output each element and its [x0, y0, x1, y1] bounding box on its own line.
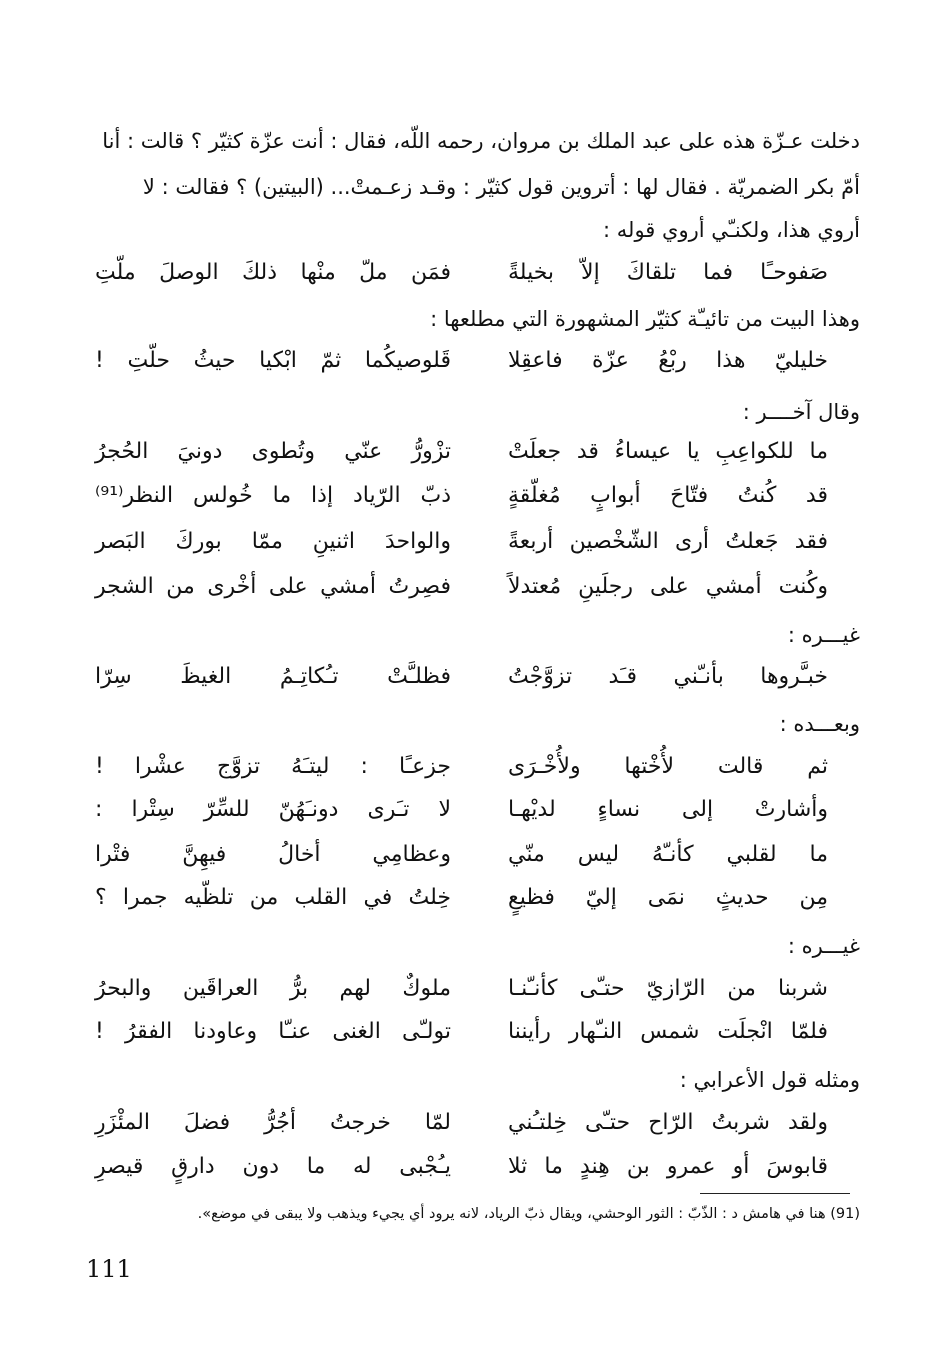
- verse-second-hemistich: لمّا خرجتُ أجُرُّ فضلَ المئْزَرِ: [95, 1110, 451, 1135]
- verse-3-second-hemistich: فظلـَّتْ تـُكاتِـمُ الغيظَ سِرّا: [95, 664, 451, 689]
- page-number: 111: [86, 1255, 132, 1283]
- verse-second-hemistich: تزْورُّ عنّي وتُطوى دونيَ الحُجرُ: [95, 439, 451, 464]
- transition-line: وهذا البيت من تائيـّة كثيّر المشهورة التي مطلعها :: [430, 307, 860, 331]
- verse-first-hemistich: شربنا من الرّازيّ حتـّى كأنـّنـا: [508, 976, 828, 1001]
- verse-second-hemistich: خِلتُ في القلب من تلظّيه جمرا ؟: [95, 885, 451, 910]
- verse-first-hemistich: فلمّا انْجلَت شمس النـّهار رأيننا: [508, 1019, 828, 1044]
- verse-second-hemistich: ملوكٌ لهم برُّ العراقَين والبحرُ: [95, 976, 451, 1001]
- section-heading-5: ومثله قول الأعرابي :: [679, 1068, 860, 1092]
- verse-second-hemistich: يـُجْبى له ما دون دارقٍ قيصرِ: [95, 1154, 451, 1179]
- section-heading-1: وقال آخــــر :: [742, 400, 860, 424]
- intro-line-2: أمّ بكر الضمريّة . فقال لها : أتروين قول كثيّر : وقـد زعـمتْ... (البيتين) ؟ فقالت : لا: [142, 175, 860, 199]
- verse-second-hemistich: ذبّ الرّياد إذا ما خُولس النظر⁽⁹¹⁾: [95, 483, 451, 508]
- verse-first-hemistich: فقد جَعلتُ أرى الشّخْصين أربعةً: [508, 529, 828, 554]
- verse-first-hemistich: ولقد شربتُ الرّاح حتـّى خِلتـُني: [508, 1110, 828, 1135]
- footnote-91: (91) هنا في هامش د : الذّبّ : الثور الوحشي، ويقال ذبّ الرياد، لانه يرود أي يجيء ويذهب ولا يبقى في موضع».: [197, 1206, 860, 1222]
- verse-1-second-hemistich: فمَن ملّ منْها ذلكَ الوصلَ ملّتِ: [95, 260, 451, 285]
- verse-first-hemistich: ثم قالت لأُخْتها ولأُخْـرَى: [508, 754, 828, 779]
- section-heading-2: غيـــره :: [787, 623, 860, 647]
- verse-3-first-hemistich: خبـَّروها بأنـّني قـَد تزوَّجْتُ: [508, 664, 828, 689]
- footnote-separator: [700, 1193, 850, 1194]
- verse-first-hemistich: قابوسَ أو عمرو بن هِندٍ ما ثلا: [508, 1154, 828, 1179]
- verse-2-first-hemistich: خليليّ هذا ربْعُ عزّة فاعقِلا: [508, 348, 828, 373]
- verse-second-hemistich: والواحدَ اثنينِ ممّا بوركَ البَصر: [95, 529, 451, 554]
- verse-first-hemistich: وكُنت أمشي على رجلَينِ مُعتدلاً: [508, 574, 828, 599]
- intro-line-1: دخلت عـزّة هذه على عبد الملك بن مروان، رحمه اللّه، فقال : أنت عزّة كثيّر ؟ قالت : أنا: [102, 129, 860, 153]
- verse-second-hemistich: جزعـًا : ليتـَهُ تزوَّج عشْرا !: [95, 754, 451, 779]
- verse-second-hemistich: فصِرتُ أمشي على أخْرى من الشجر: [95, 574, 451, 599]
- verse-first-hemistich: قد كُنتُ فتّاحَ أبوابٍ مُغلّقةٍ: [508, 483, 828, 508]
- verse-first-hemistich: وأشارتْ إلى نساءٍ لديْهـا: [508, 797, 828, 822]
- verse-second-hemistich: وعظامِي أخالُ فيهِنَّ فتْرا: [95, 842, 451, 867]
- verse-2-second-hemistich: قَلوصيكُما ثمّ ابْكيا حيثُ حلّتِ !: [95, 348, 451, 373]
- verse-first-hemistich: مِن حديثٍ نمَى إليّ فظيعٍ: [508, 885, 828, 910]
- verse-second-hemistich: تولـّى الغنى عنـّا وعاودنا الفقرُ !: [95, 1019, 451, 1044]
- verse-first-hemistich: ما للكواعِبِ يا عيساءُ قد جعلَتْ: [508, 439, 828, 464]
- verse-1-first-hemistich: صَفوحـًا فما تلقاكَ إلاّ بخيلةً: [508, 260, 828, 285]
- intro-line-3: أروي هذا، ولكنـّي أروي قوله :: [603, 218, 860, 242]
- section-heading-4: غيـــره :: [787, 934, 860, 958]
- verse-second-hemistich: لا تـَرى دونـَهُنّ للسِّرّ سِتْرا :: [95, 797, 451, 822]
- verse-first-hemistich: ما لقلبي كأنـّهُ ليس منّي: [508, 842, 828, 867]
- section-heading-3: وبعـــده :: [779, 712, 860, 736]
